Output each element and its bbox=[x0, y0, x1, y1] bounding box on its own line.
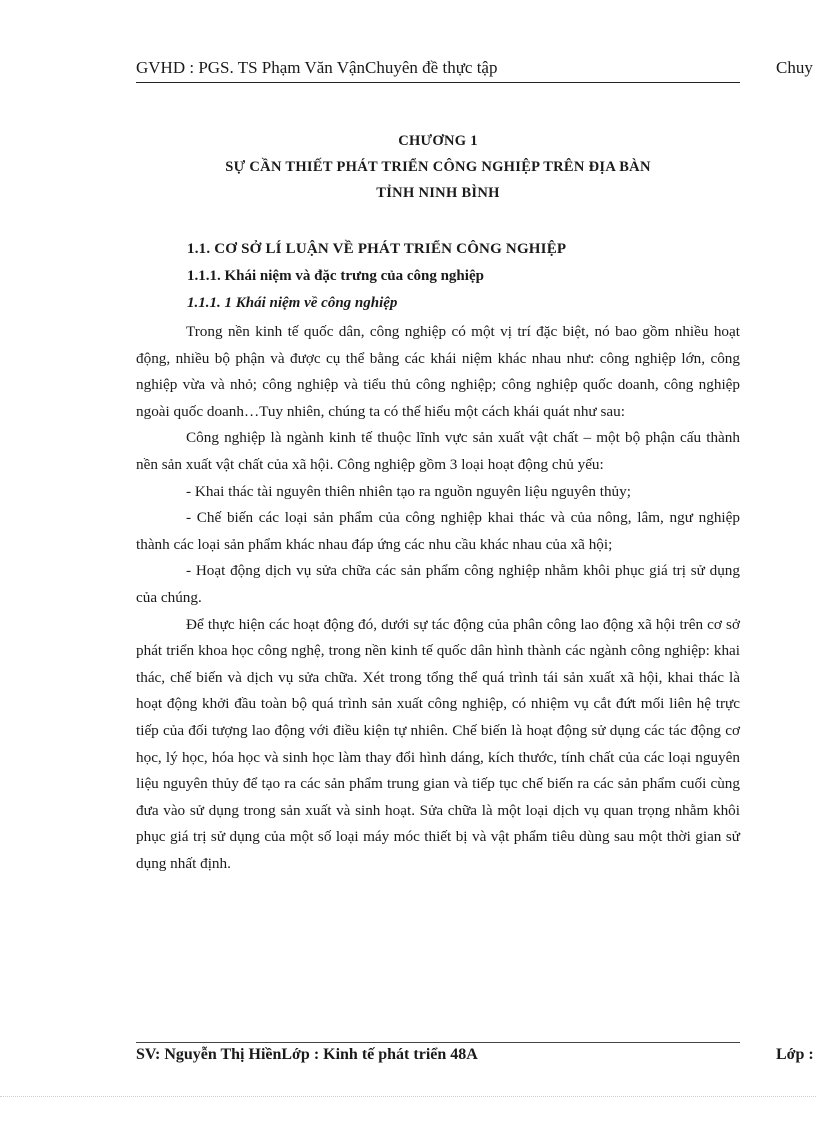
header-text: GVHD : PGS. TS Phạm Văn VậnChuyên đề thực tập bbox=[136, 58, 498, 77]
paragraph: Để thực hiện các hoạt động đó, dưới sự tác động của phân công lao động xã hội trên cơ sở phát triển khoa học công nghệ, trong nền kinh tế quốc dân hình thành các ngành công nghiệp: khai thác, chế biến và dịch vụ sửa chữa. Xét trong tổng thể quá trình tái sản xuất xã hội, khai thác là hoạt động khởi đầu toàn bộ quá trình sản xuất công nghiệp, có nhiệm vụ cắt đứt mối liên hệ trực tiếp của đối tượng lao động với điều kiện tự nhiên. Chế biến là hoạt động sử dụng các tác động cơ học, lý học, hóa học và sinh học làm thay đổi hình dáng, kích thước, tính chất của các loại nguyên liệu nguyên thủy để tạo ra các sản phẩm trung gian và tiếp tục chế biến ra các sản phẩm cuối cùng đưa vào sử dụng trong sản xuất và sinh hoạt. Sửa chữa là một loại dịch vụ quan trọng nhằm khôi phục giá trị sử dụng của một số loại máy móc thiết bị và vật phẩm tiêu dùng sau một thời gian sử dụng nhất định. bbox=[136, 615, 740, 872]
heading-1-1-1-1: 1.1.1. 1 Khái niệm về công nghiệp bbox=[187, 295, 398, 311]
chapter-number: CHƯƠNG 1 bbox=[398, 133, 478, 149]
paragraph: Trong nền kinh tế quốc dân, công nghiệp có một vị trí đặc biệt, nó bao gồm nhiều hoạt động, nhiều bộ phận và được cụ thể bằng các khái niệm khác nhau như: công nghiệp lớn, công nghiệp vừa và nhỏ; công nghiệp và tiểu thủ công nghiệp; công nghiệp quốc doanh, công nghiệp ngoài quốc doanh…Tuy nhiên, chúng ta có thể hiểu một cách khái quát như sau: bbox=[136, 323, 740, 420]
footer-overflow-text: Lớp : bbox=[776, 1046, 814, 1063]
page-bottom-border bbox=[0, 1096, 816, 1097]
chapter-title-line1: SỰ CẦN THIẾT PHÁT TRIỂN CÔNG NGHIỆP TRÊN ĐỊA BÀN bbox=[225, 159, 651, 175]
paragraph: - Hoạt động dịch vụ sửa chữa các sản phẩm công nghiệp nhằm khôi phục giá trị sử dụng của chúng. bbox=[136, 562, 740, 606]
body-text bbox=[136, 319, 740, 877]
paragraph: - Chế biến các loại sản phẩm của công nghiệp khai thác và của nông, lâm, ngư nghiệp thành các loại sản phẩm khác nhau đáp ứng các nhu cầu khác nhau của xã hội; bbox=[136, 509, 740, 553]
header-overflow-text: Chuy bbox=[776, 58, 813, 77]
paragraph: - Khai thác tài nguyên thiên nhiên tạo ra nguồn nguyên liệu nguyên thủy; bbox=[186, 482, 631, 500]
footer-text: SV: Nguyễn Thị HiềnLớp : Kinh tế phát triển 48A bbox=[136, 1046, 478, 1063]
heading-1-1-1: 1.1.1. Khái niệm và đặc trưng của công nghiệp bbox=[187, 268, 484, 284]
page-header bbox=[136, 58, 740, 83]
heading-1-1: 1.1. CƠ SỞ LÍ LUẬN VỀ PHÁT TRIỂN CÔNG NGHIỆP bbox=[187, 241, 567, 257]
paragraph: Công nghiệp là ngành kinh tế thuộc lĩnh vực sản xuất vật chất – một bộ phận cấu thành nền sản xuất vật chất của xã hội. Công nghiệp gồm 3 loại hoạt động chủ yếu: bbox=[136, 429, 740, 473]
footer-divider bbox=[136, 1042, 740, 1043]
chapter-title-line2: TỈNH NINH BÌNH bbox=[376, 185, 500, 201]
